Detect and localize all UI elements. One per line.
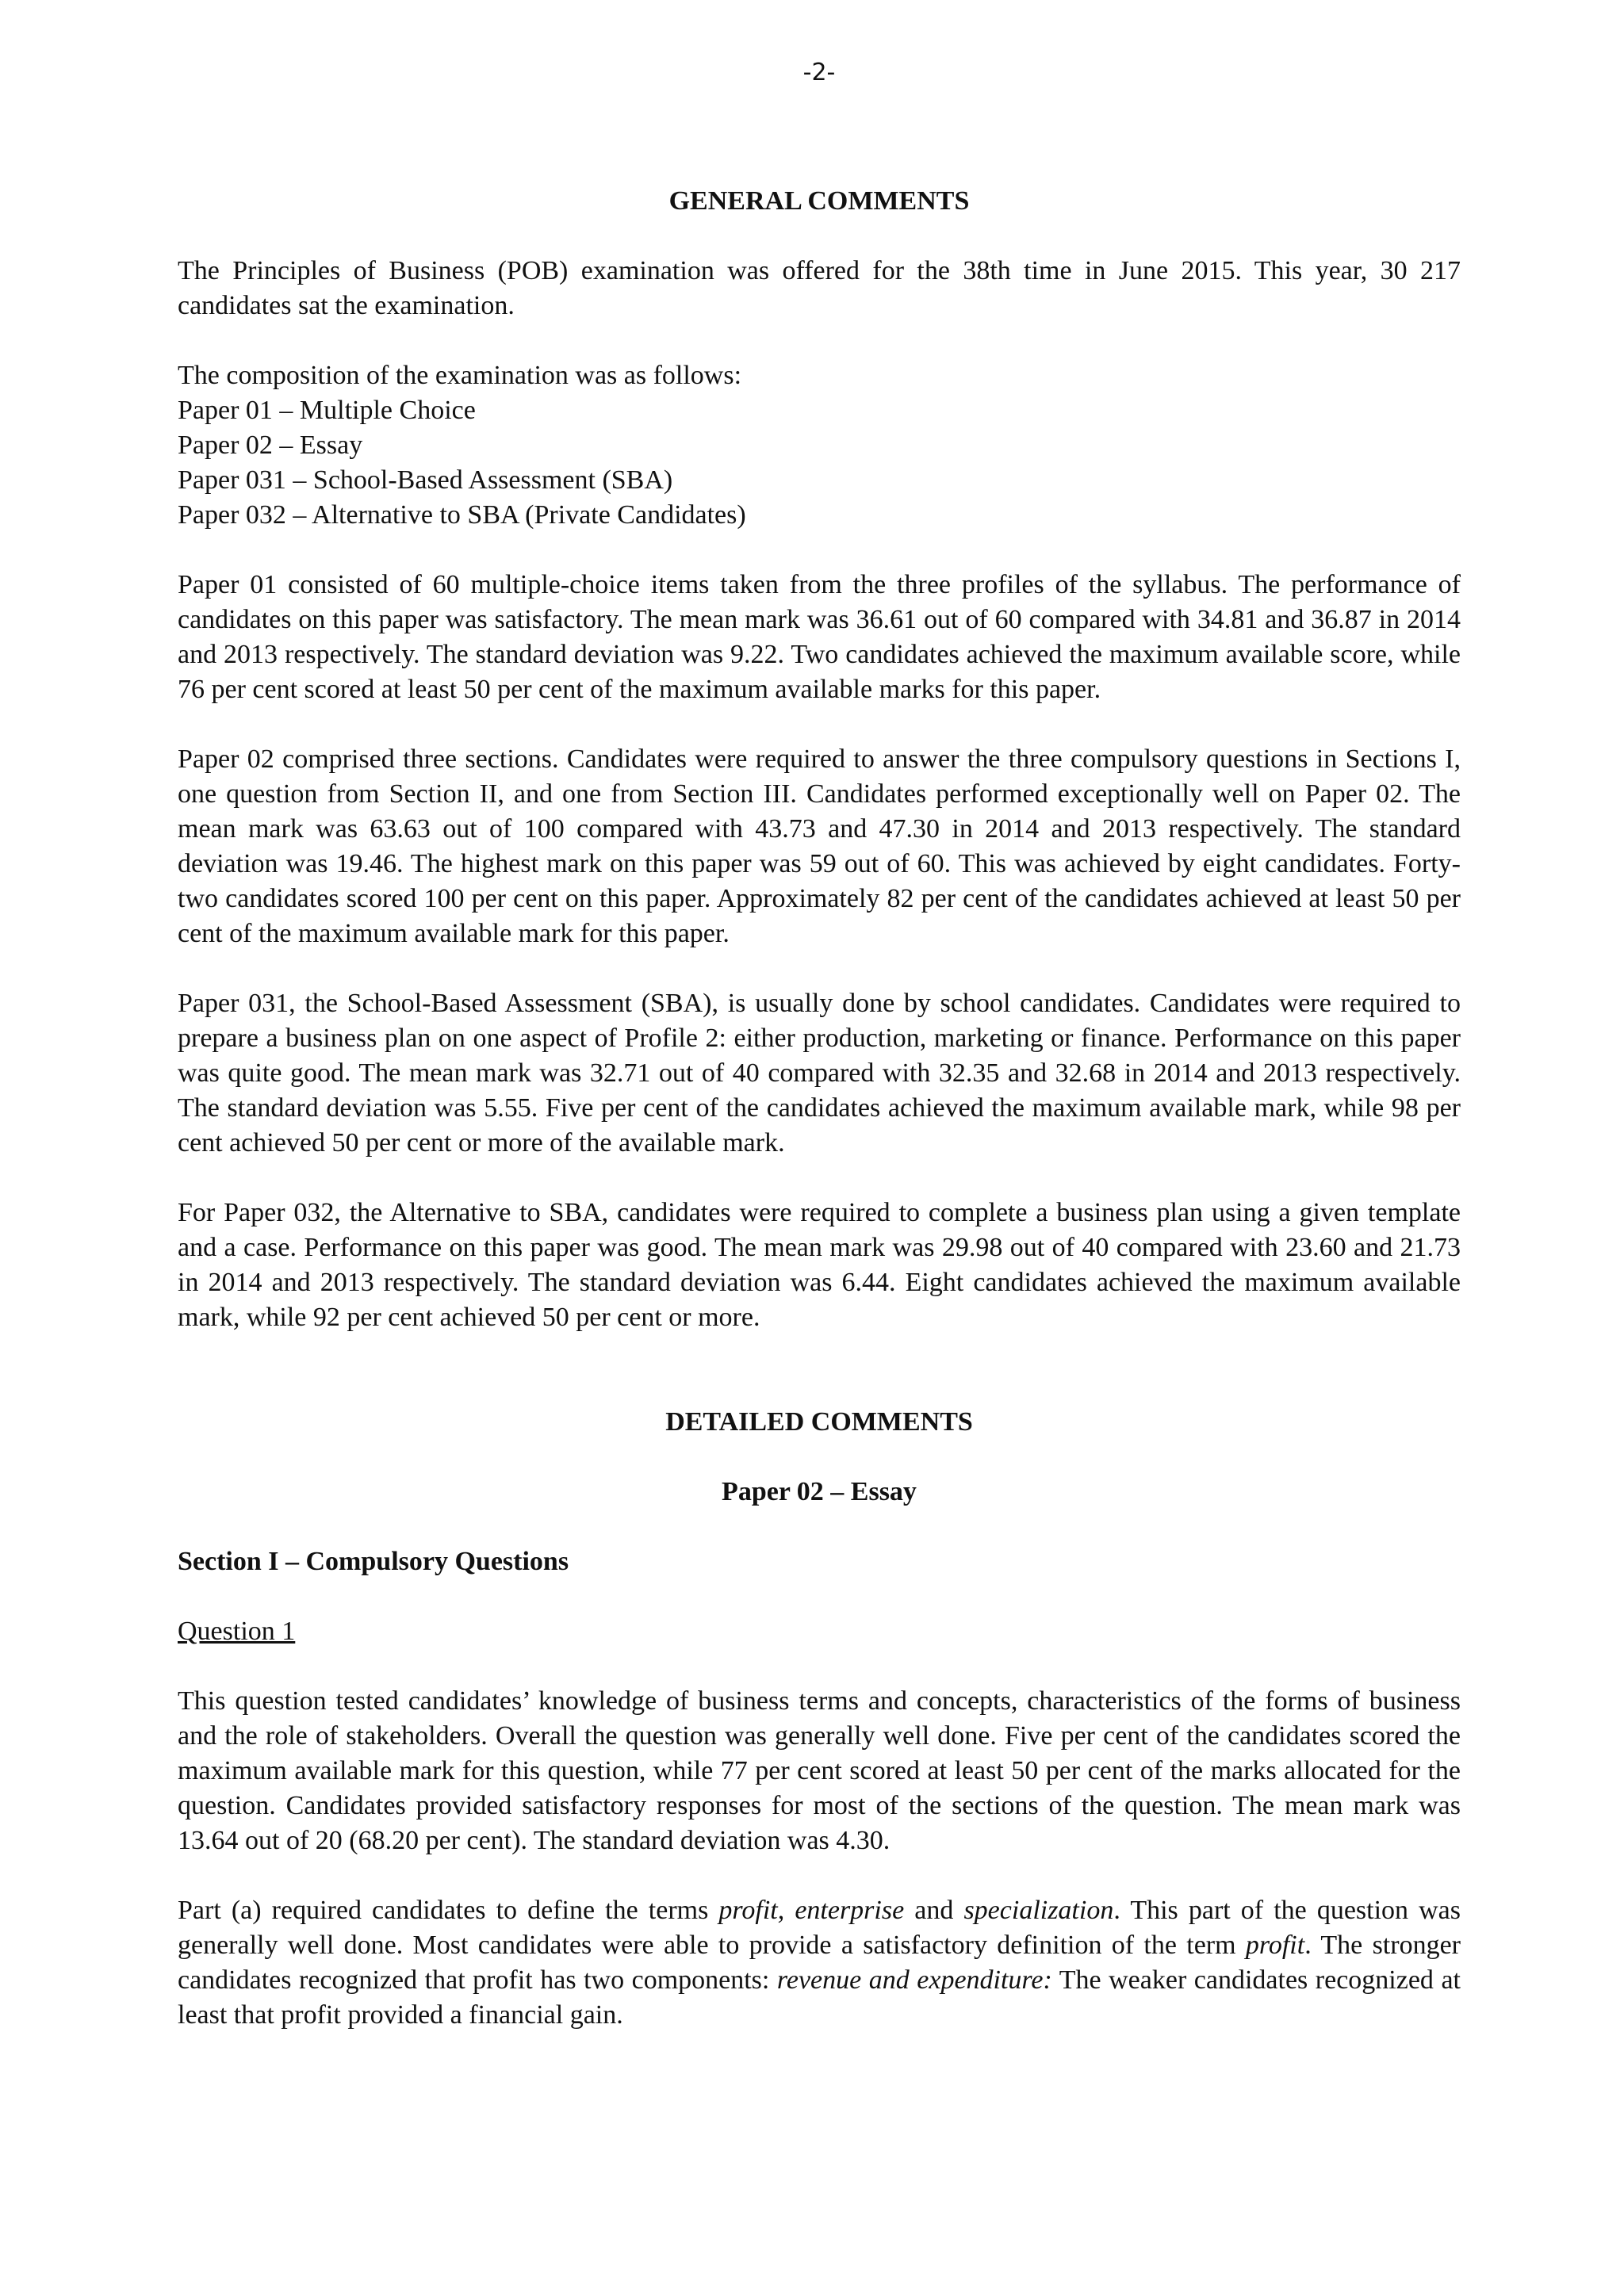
paper031-paragraph: Paper 031, the School-Based Assessment (SBA), is usually done by school candidates. Candidates were required to prepare a business plan on one aspect of Profile 2: either production, marketing or finance. Performance on this paper was quite good. The mean mark was 32.71 out of 40 compared with 32.35 and 32.68 in 2014 and 2013 respectively. The standard deviation was 5.55. Five per cent of the candidates achieved the maximum available mark, while 98 per cent achieved 50 per cent or more of the available mark. (178, 989, 1461, 1158)
part-a-italic-term: profit, enterprise (718, 1896, 905, 1925)
part-a-text: and (904, 1896, 964, 1925)
page-number: -2- (802, 59, 836, 86)
paper02-paragraph: Paper 02 comprised three sections. Candidates were required to answer the three compulsory questions in Sections I, one question from Section II, and one from Section III. Candidates performed exceptionally well on Paper 02. The mean mark was 63.63 out of 100 compared with 43.73 and 47.30 in 2014 and 2013 respectively. The standard deviation was 19.46. The highest mark on this paper was 59 out of 60. This was achieved by eight candidates. Forty-two candidates scored 100 per cent on this paper. Approximately 82 per cent of the candidates achieved at least 50 per cent of the maximum available mark for this paper. (178, 744, 1461, 948)
section-heading: Section I – Compulsory Questions (178, 1547, 569, 1576)
part-a-text: . The stronger candidates recognized that profit has two components: (178, 1931, 1461, 1995)
part-a-italic-term: profit (1245, 1931, 1305, 1960)
composition-item: Paper 031 – School-Based Assessment (SBA) (178, 465, 673, 495)
part-a-text: Part (a) required candidates to define the terms (178, 1896, 719, 1925)
composition-list (178, 358, 1461, 533)
part-a-text: . This part of the question was generally well done. Most candidates were able to provide a satisfactory definition of the term (178, 1896, 1461, 1960)
composition-item: Paper 032 – Alternative to SBA (Private Candidates) (178, 500, 746, 530)
paper01-paragraph: Paper 01 consisted of 60 multiple-choice items taken from the three profiles of the syllabus. The performance of candidates on this paper was satisfactory. The mean mark was 36.61 out of 60 compared with 34.81 and 36.87 in 2014 and 2013 respectively. The standard deviation was 9.22. Two candidates achieved the maximum available score, while 76 per cent scored at least 50 per cent of the maximum available marks for this paper. (178, 570, 1461, 704)
part-a-italic-term: specialization (963, 1896, 1114, 1925)
paper032-paragraph: For Paper 032, the Alternative to SBA, candidates were required to complete a business plan using a given template and a case. Performance on this paper was good. The mean mark was 29.98 out of 40 compared with 23.60 and 21.73 in 2014 and 2013 respectively. The standard deviation was 6.44. Eight candidates achieved the maximum available mark, while 92 per cent achieved 50 per cent or more. (178, 1198, 1461, 1332)
paper02-essay-subheading: Paper 02 – Essay (722, 1477, 917, 1506)
composition-intro: The composition of the examination was as follows: (178, 361, 742, 390)
question-label: Question 1 (178, 1617, 296, 1646)
part-a-paragraph (178, 1893, 1461, 2033)
detailed-comments-heading: DETAILED COMMENTS (665, 1407, 973, 1437)
question1-paragraph: This question tested candidates’ knowledge of business terms and concepts, characteristics of the forms of business and the role of stakeholders. Overall the question was generally well done. Five per cent of the candidates scored the maximum available mark for this question, while 77 per cent scored at least 50 per cent of the marks allocated for the question. Candidates provided satisfactory responses for most of the sections of the question. The mean mark was 13.64 out of 20 (68.20 per cent). The standard deviation was 4.30. (178, 1686, 1461, 1855)
part-a-text: The weaker candidates recognized at least that profit provided a financial gain. (178, 1965, 1461, 2030)
general-comments-heading: GENERAL COMMENTS (668, 186, 970, 216)
composition-item: Paper 01 – Multiple Choice (178, 396, 476, 425)
intro-paragraph: The Principles of Business (POB) examination was offered for the 38th time in June 2015. This year, 30 217 candidates sat the examination. (178, 256, 1461, 320)
composition-item: Paper 02 – Essay (178, 430, 363, 460)
part-a-italic-term: revenue and expenditure: (776, 1965, 1052, 1995)
